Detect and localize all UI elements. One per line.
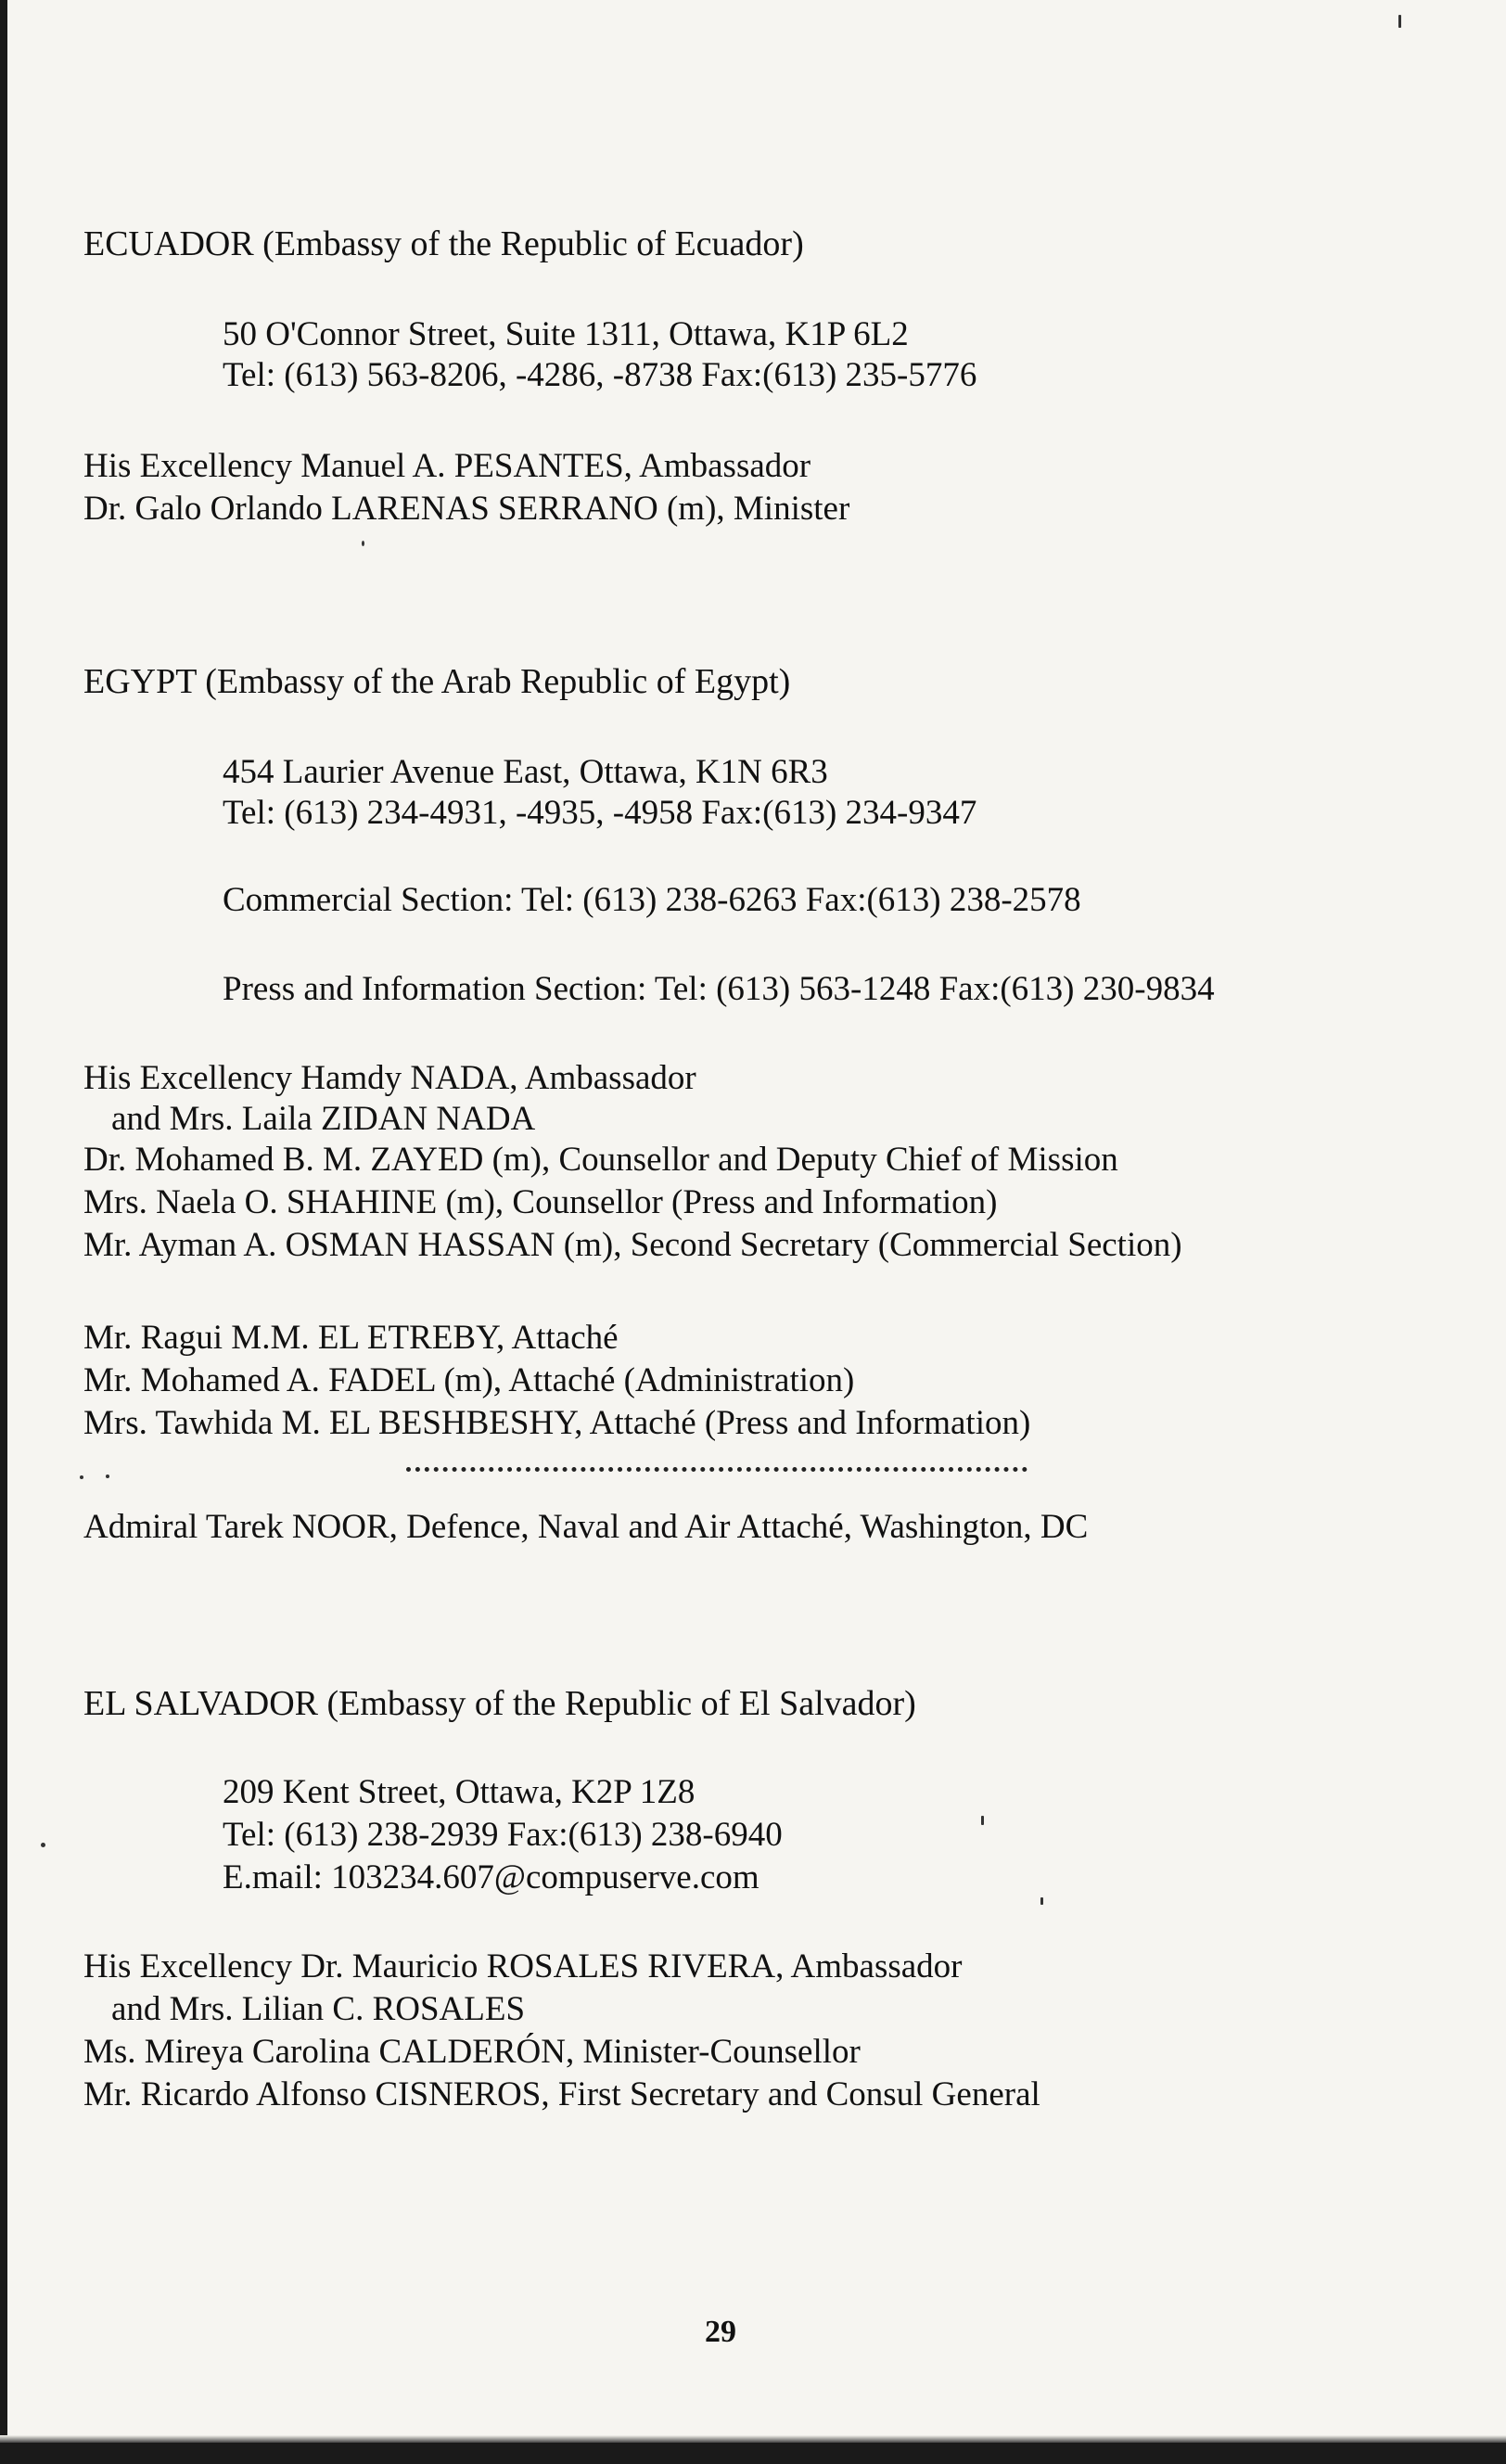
scan-speck bbox=[1040, 1897, 1043, 1905]
el-salvador-email: E.mail: 103234.607@compuserve.com bbox=[223, 1858, 759, 1896]
egypt-ambassador-spouse: and Mrs. Laila ZIDAN NADA bbox=[111, 1100, 536, 1138]
egypt-tel: Tel: (613) 234-4931, -4935, -4958 Fax:(613) 234-9347 bbox=[223, 794, 977, 832]
egypt-address: 454 Laurier Avenue East, Ottawa, K1N 6R3 bbox=[223, 753, 828, 791]
scan-speck bbox=[981, 1816, 984, 1825]
egypt-ambassador: His Excellency Hamdy NADA, Ambassador bbox=[83, 1059, 696, 1097]
egypt-heading: EGYPT (Embassy of the Arab Republic of Egypt) bbox=[83, 662, 791, 701]
el-salvador-address: 209 Kent Street, Ottawa, K2P 1Z8 bbox=[223, 1773, 696, 1811]
ecuador-address: 50 O'Connor Street, Suite 1311, Ottawa, K1P 6L2 bbox=[223, 315, 909, 353]
el-salvador-ambassador-spouse: and Mrs. Lilian C. ROSALES bbox=[111, 1990, 526, 2028]
dotted-separator bbox=[406, 1467, 1027, 1477]
ecuador-tel: Tel: (613) 563-8206, -4286, -8738 Fax:(613) 235-5776 bbox=[223, 356, 977, 394]
scan-speck bbox=[80, 1475, 83, 1479]
scan-speck bbox=[41, 1843, 45, 1847]
el-salvador-heading: EL SALVADOR (Embassy of the Republic of El Salvador) bbox=[83, 1684, 916, 1723]
egypt-attache-3: Mrs. Tawhida M. EL BESHBESHY, Attaché (Press and Information) bbox=[83, 1404, 1031, 1442]
ecuador-heading: ECUADOR (Embassy of the Republic of Ecuador) bbox=[83, 224, 804, 263]
egypt-counsellor-press: Mrs. Naela O. SHAHINE (m), Counsellor (Press and Information) bbox=[83, 1183, 998, 1221]
scan-speck bbox=[106, 1475, 109, 1478]
page-number: 29 bbox=[705, 2315, 736, 2349]
scan-speck bbox=[362, 541, 364, 546]
el-salvador-tel: Tel: (613) 238-2939 Fax:(613) 238-6940 bbox=[223, 1816, 783, 1854]
egypt-defence-attache: Admiral Tarek NOOR, Defence, Naval and Air Attaché, Washington, DC bbox=[83, 1508, 1089, 1546]
egypt-attache-1: Mr. Ragui M.M. EL ETREBY, Attaché bbox=[83, 1319, 619, 1357]
ecuador-minister: Dr. Galo Orlando LARENAS SERRANO (m), Minister bbox=[83, 490, 850, 528]
egypt-commercial-section: Commercial Section: Tel: (613) 238-6263 Fax:(613) 238-2578 bbox=[223, 881, 1081, 919]
egypt-attache-2: Mr. Mohamed A. FADEL (m), Attaché (Administration) bbox=[83, 1361, 855, 1399]
el-salvador-ambassador: His Excellency Dr. Mauricio ROSALES RIVERA, Ambassador bbox=[83, 1947, 963, 1985]
egypt-press-section: Press and Information Section: Tel: (613) 563-1248 Fax:(613) 230-9834 bbox=[223, 970, 1215, 1008]
el-salvador-first-secretary: Mr. Ricardo Alfonso CISNEROS, First Secretary and Consul General bbox=[83, 2075, 1040, 2113]
page-left-edge bbox=[0, 0, 7, 2464]
el-salvador-minister-counsellor: Ms. Mireya Carolina CALDERÓN, Minister-Counsellor bbox=[83, 2033, 861, 2071]
egypt-counsellor-deputy: Dr. Mohamed B. M. ZAYED (m), Counsellor and Deputy Chief of Mission bbox=[83, 1141, 1118, 1179]
ecuador-ambassador: His Excellency Manuel A. PESANTES, Ambassador bbox=[83, 447, 811, 485]
egypt-second-secretary: Mr. Ayman A. OSMAN HASSAN (m), Second Secretary (Commercial Section) bbox=[83, 1226, 1182, 1264]
page-bottom-edge bbox=[0, 2443, 1506, 2464]
scan-speck bbox=[1398, 15, 1401, 28]
